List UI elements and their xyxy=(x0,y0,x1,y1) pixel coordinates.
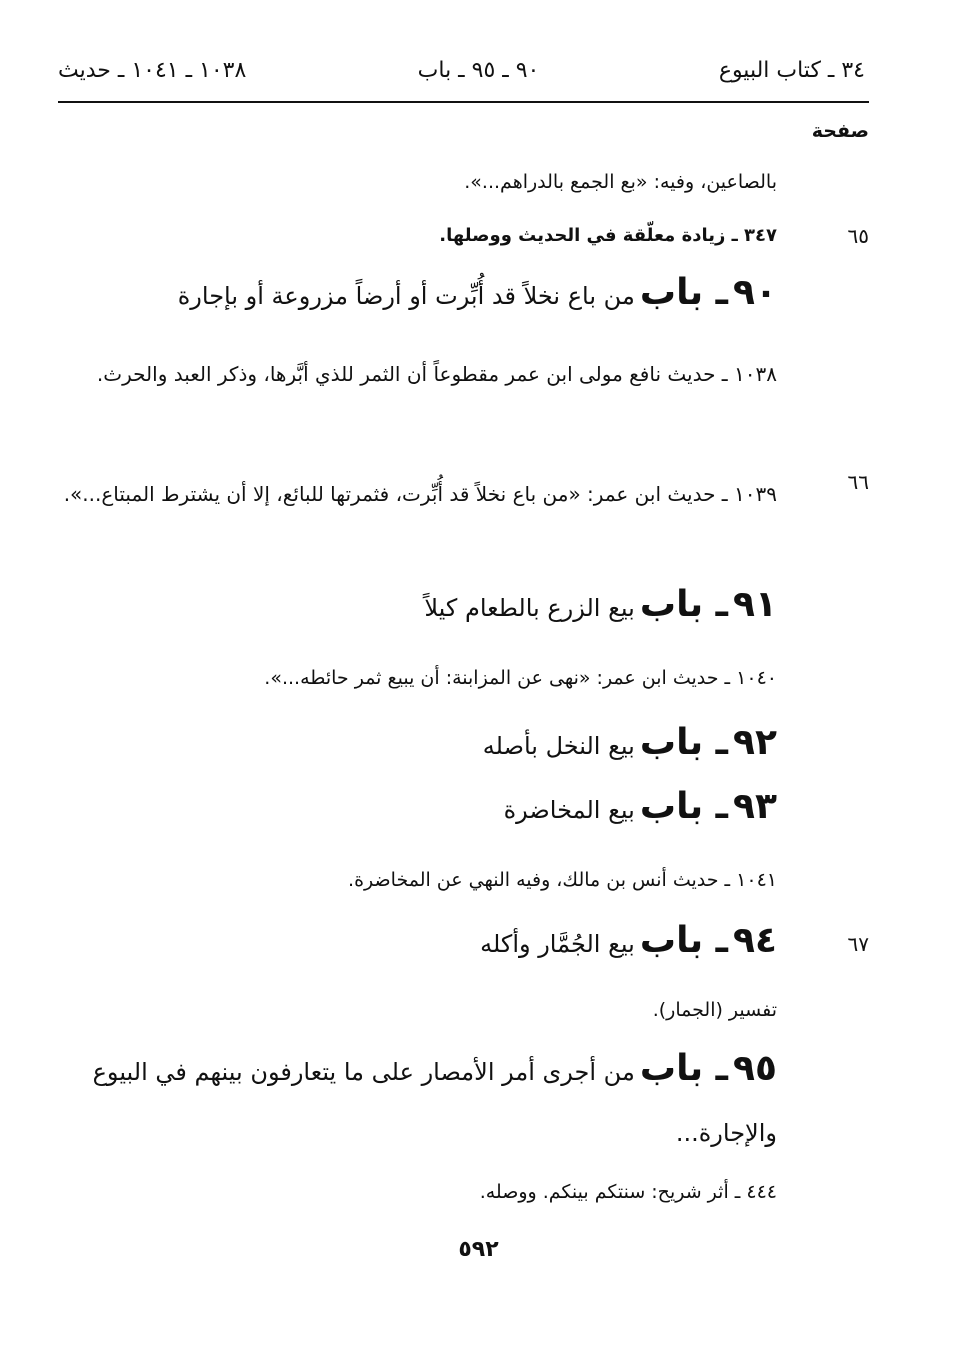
header-chapter-range: ٩٠ ـ ٩٥ ـ باب xyxy=(417,58,540,83)
chapter-title: بيع الزرع بالطعام كيلاً xyxy=(424,594,635,622)
chapter-title: بيع النخل بأصله xyxy=(482,732,635,760)
chapter-number: ٩٠ xyxy=(733,272,777,313)
chapter-number: ٩٥ xyxy=(733,1048,777,1089)
margin-page-ref-65: ٦٥ xyxy=(847,224,869,248)
page-column-label: صفحة xyxy=(811,120,869,142)
hadith-entry-1041: ١٠٤١ ـ حديث أنس بن مالك، وفيه النهي عن المخاضرة. xyxy=(348,869,777,891)
chapter-bab-word: باب xyxy=(639,584,704,625)
header-hadith-range: ١٠٣٨ ـ ١٠٤١ ـ حديث xyxy=(58,58,247,83)
chapter-title: من باع نخلاً قد أُبِّرت أو أرضاً مزروعة أو بإجارة xyxy=(177,282,635,310)
chapter-heading-93: ٩٣ ـ باب بيع المخاضرة xyxy=(503,786,777,827)
chapter-heading-91: ٩١ ـ باب بيع الزرع بالطعام كيلاً xyxy=(424,584,777,625)
chapter-heading-95: ٩٥ ـ باب من أجرى أمر الأمصار على ما يتعارفون بينهم في البيوع والإجارة... xyxy=(92,1048,777,1147)
page-number: ٥٩٢ xyxy=(458,1237,499,1262)
chapter-title: من أجرى أمر الأمصار على ما يتعارفون بينهم في البيوع والإجارة... xyxy=(92,1058,777,1147)
entry-addition-347: ٣٤٧ ـ زيادة معلّقة في الحديث ووصلها. xyxy=(439,225,777,246)
tafsir-note: تفسير (الجمار). xyxy=(652,999,777,1021)
chapter-title: بيع الجُمَّار وأكله xyxy=(480,930,635,958)
chapter-heading-92: ٩٢ ـ باب بيع النخل بأصله xyxy=(482,722,777,763)
hadith-entry-1038: ١٠٣٨ ـ حديث نافع مولى ابن عمر مقطوعاً أن الثمر للذي أبَّرها، وذكر العبد والحرث. xyxy=(96,362,777,386)
hadith-entry-1039: ١٠٣٩ ـ حديث ابن عمر: «من باع نخلاً قد أُبِّرت، فثمرتها للبائع، إلا أن يشترط المبتاع...». xyxy=(63,482,777,506)
chapter-number: ٩١ xyxy=(733,584,777,625)
chapter-heading-90: ٩٠ ـ باب من باع نخلاً قد أُبِّرت أو أرضاً مزروعة أو بإجارة xyxy=(177,272,777,313)
margin-page-ref-67: ٦٧ xyxy=(847,932,869,956)
margin-page-ref-66: ٦٦ xyxy=(847,470,869,494)
chapter-bab-word: باب xyxy=(639,1048,704,1089)
hadith-entry-1040: ١٠٤٠ ـ حديث ابن عمر: «نهى عن المزابنة: أن يبيع ثمر حائطه...». xyxy=(264,667,777,689)
chapter-number: ٩٢ xyxy=(733,722,777,763)
chapter-bab-word: باب xyxy=(639,272,704,313)
header-book-title: ٣٤ ـ كتاب البيوع xyxy=(718,58,865,83)
chapter-heading-94: ٩٤ ـ باب بيع الجُمَّار وأكله xyxy=(480,920,777,961)
header-divider xyxy=(58,101,869,103)
chapter-number: ٩٣ xyxy=(733,786,777,827)
chapter-bab-word: باب xyxy=(639,786,704,827)
athar-entry-444: ٤٤٤ ـ أثر شريح: سنتكم بينكم. ووصله. xyxy=(479,1181,777,1203)
chapter-title: بيع المخاضرة xyxy=(503,796,635,824)
chapter-number: ٩٤ xyxy=(733,920,777,961)
chapter-bab-word: باب xyxy=(639,920,704,961)
chapter-bab-word: باب xyxy=(639,722,704,763)
entry-line-continuation: بالصاعين، وفيه: «بع الجمع بالدراهم...». xyxy=(464,171,777,193)
